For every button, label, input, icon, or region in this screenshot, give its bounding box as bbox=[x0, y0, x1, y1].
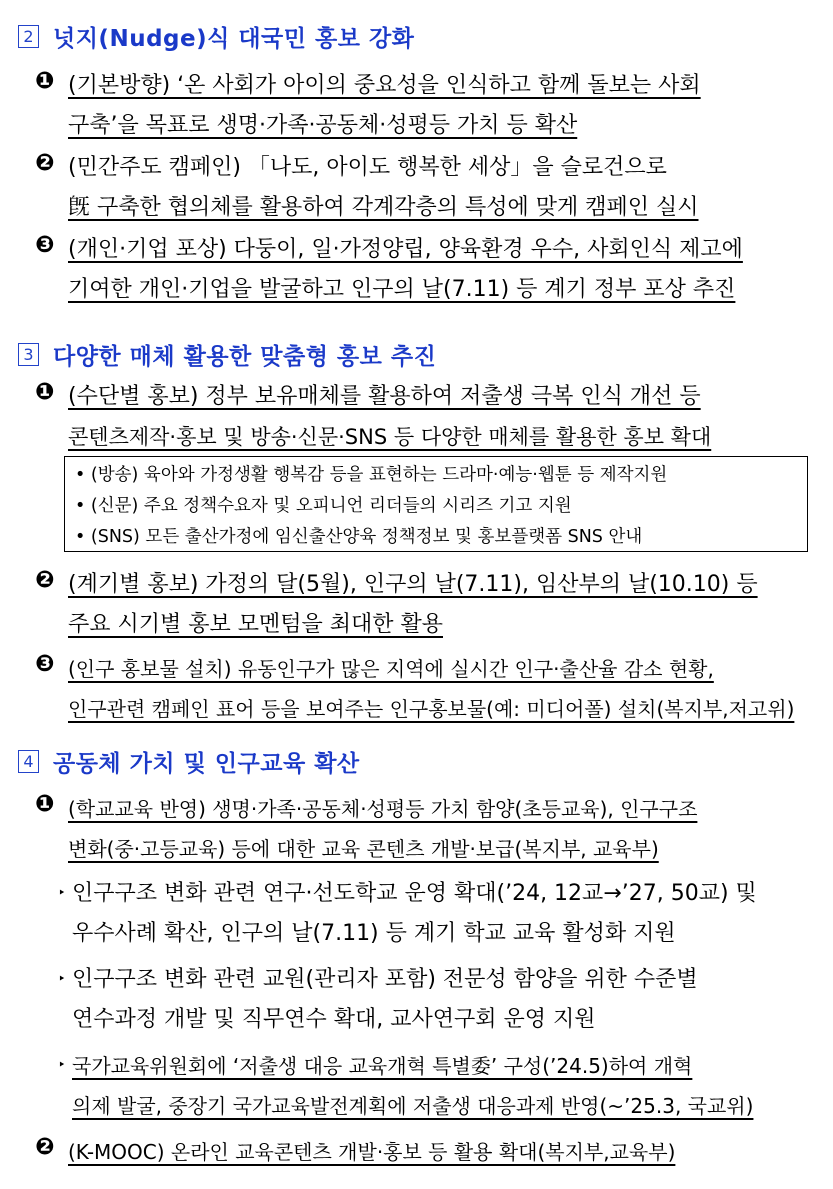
list-item bbox=[35, 148, 815, 228]
item-text-line: 국가교육위원회에 ‘저출생 대응 교육개혁 특별委’ 구성(’24.5)하여 개혁 bbox=[72, 1054, 693, 1078]
section-title: 공동체 가치 및 인구교육 확산 bbox=[53, 751, 360, 777]
item-text-line: (인구 홍보물 설치) 유동인구가 많은 지역에 실시간 인구·출산율 감소 현황, bbox=[68, 657, 714, 681]
item-text-line: 旣 구축한 협의체를 활용하여 각계각층의 특성에 맞게 캠페인 실시 bbox=[68, 195, 699, 220]
item-text-line: (개인·기업 포상) 다둥이, 일·가정양립, 양육환경 우수, 사회인식 제고에 bbox=[68, 237, 743, 262]
list-item bbox=[35, 1132, 815, 1172]
section-title: 다양한 매체 활용한 맞춤형 홍보 추진 bbox=[53, 344, 437, 370]
sub-list-item bbox=[58, 1046, 815, 1126]
list-item bbox=[35, 565, 815, 645]
item-text-line: (계기별 홍보) 가정의 달(5월), 인구의 날(7.11), 임산부의 날(10.10) 등 bbox=[68, 572, 758, 597]
section-number-box: 2 bbox=[18, 25, 39, 48]
circled-number-marker: ❶ bbox=[35, 68, 55, 94]
circled-number-marker: ❷ bbox=[35, 150, 55, 176]
section-title: 넛지(Nudge)식 대국민 홍보 강화 bbox=[53, 26, 415, 52]
item-text-line: 인구구조 변화 관련 교원(관리자 포함) 전문성 함양을 위한 수준별 bbox=[72, 967, 698, 992]
item-text-line: 변화(중·고등교육) 등에 대한 교육 콘텐츠 개발·보급(복지부, 교육부) bbox=[68, 837, 659, 861]
list-item bbox=[35, 649, 815, 729]
item-text-line: 인구관련 캠페인 표어 등을 보여주는 인구홍보물(예: 미디어폴) 설치(복지부,저고위) bbox=[68, 697, 795, 721]
section-2-header bbox=[18, 20, 414, 53]
circled-number-marker: ❶ bbox=[35, 379, 55, 405]
list-item bbox=[35, 789, 815, 869]
details-box bbox=[64, 456, 808, 552]
circled-number-marker: ❷ bbox=[35, 1134, 55, 1160]
box-line: • (신문) 주요 정책수요자 및 오피니언 리더들의 시리즈 기고 지원 bbox=[75, 496, 572, 516]
item-text-line: 구축’을 목표로 생명·가족·공동체·성평등 가치 등 확산 bbox=[68, 113, 578, 138]
box-line: • (SNS) 모든 출산가정에 임신출산양육 정책정보 및 홍보플랫폼 SNS 안내 bbox=[75, 527, 643, 547]
triangle-bullet-icon: ‣ bbox=[58, 972, 66, 987]
item-text-line: 연수과정 개발 및 직무연수 확대, 교사연구회 운영 지원 bbox=[72, 1007, 596, 1032]
circled-number-marker: ❸ bbox=[35, 232, 55, 258]
sub-list-item bbox=[58, 874, 815, 954]
sub-list-item bbox=[58, 960, 815, 1040]
item-text-line: 기여한 개인·기업을 발굴하고 인구의 날(7.11) 등 계기 정부 포상 추진 bbox=[68, 277, 736, 302]
list-item bbox=[35, 66, 815, 146]
item-text-line: 주요 시기별 홍보 모멘텀을 최대한 활용 bbox=[68, 612, 443, 637]
item-text-line: (민간주도 캠페인) 「나도, 아이도 행복한 세상」을 슬로건으로 bbox=[68, 155, 667, 180]
box-line: • (방송) 육아와 가정생활 행복감 등을 표현하는 드라마·예능·웹툰 등 제작지원 bbox=[75, 465, 668, 485]
circled-number-marker: ❶ bbox=[35, 791, 55, 817]
section-number-box: 3 bbox=[18, 343, 39, 366]
section-4-header bbox=[18, 745, 360, 778]
item-text-line: 콘텐츠제작·홍보 및 방송·신문·SNS 등 다양한 매체를 활용한 홍보 확대 bbox=[68, 425, 712, 449]
section-number-box: 4 bbox=[18, 750, 39, 773]
section-3-header bbox=[18, 338, 436, 371]
list-item bbox=[35, 377, 815, 457]
item-text-line: (기본방향) ‘온 사회가 아이의 중요성을 인식하고 함께 돌보는 사회 bbox=[68, 73, 701, 98]
item-text-line: 인구구조 변화 관련 연구·선도학교 운영 확대(’24, 12교→’27, 50교) 및 bbox=[72, 881, 757, 906]
item-text-line: 의제 발굴, 중장기 국가교육발전계획에 저출생 대응과제 반영(~’25.3, 국교위) bbox=[72, 1094, 754, 1118]
circled-number-marker: ❷ bbox=[35, 567, 55, 593]
item-text-line: 우수사례 확산, 인구의 날(7.11) 등 계기 학교 교육 활성화 지원 bbox=[72, 921, 676, 946]
list-item bbox=[35, 230, 815, 310]
item-text-line: (학교교육 반영) 생명·가족·공동체·성평등 가치 함양(초등교육), 인구구조 bbox=[68, 797, 698, 821]
triangle-bullet-icon: ‣ bbox=[58, 886, 66, 901]
item-text-line: (수단별 홍보) 정부 보유매체를 활용하여 저출생 극복 인식 개선 등 bbox=[68, 384, 701, 409]
circled-number-marker: ❸ bbox=[35, 651, 55, 677]
triangle-bullet-icon: ‣ bbox=[58, 1058, 66, 1073]
item-text-line: (K-MOOC) 온라인 교육콘텐츠 개발·홍보 등 활용 확대(복지부,교육부) bbox=[68, 1140, 676, 1164]
